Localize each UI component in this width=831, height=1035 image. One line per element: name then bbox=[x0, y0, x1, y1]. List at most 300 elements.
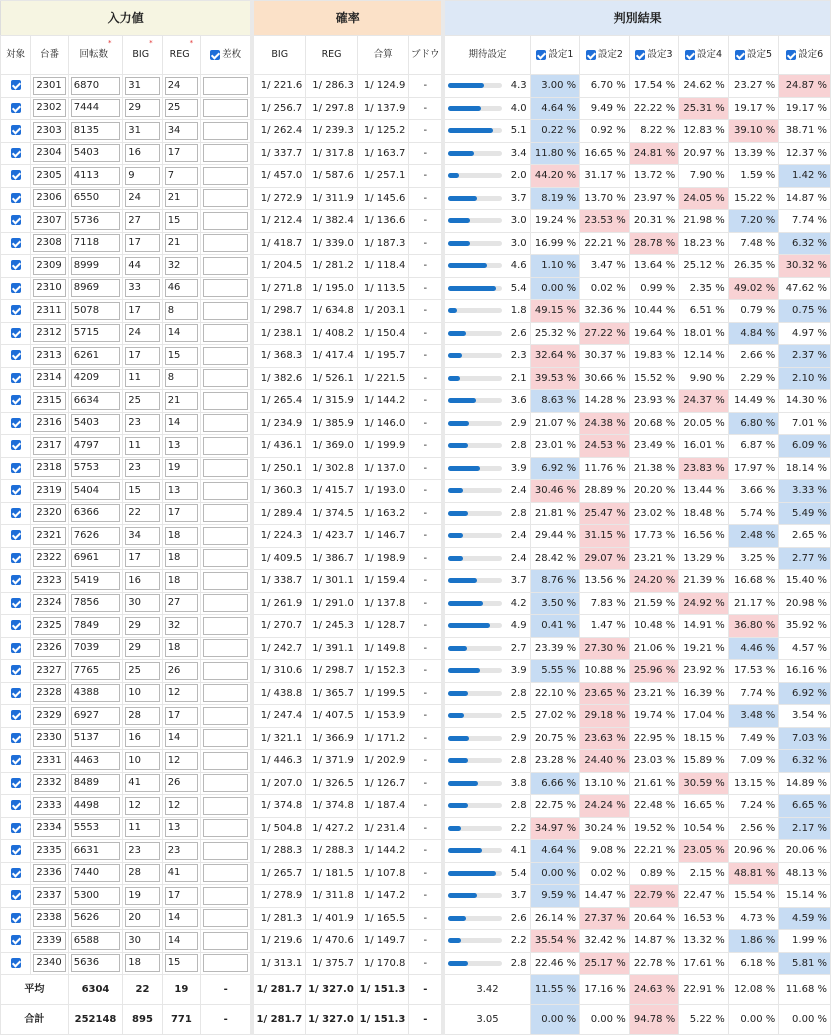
big-input[interactable]: 17 bbox=[125, 302, 159, 320]
reg-input[interactable]: 32 bbox=[165, 617, 198, 635]
machine-input[interactable]: 2323 bbox=[33, 572, 65, 590]
big-input[interactable]: 10 bbox=[125, 752, 159, 770]
reg-input[interactable]: 8 bbox=[165, 302, 198, 320]
big-input[interactable]: 17 bbox=[125, 347, 159, 365]
diff-input[interactable] bbox=[203, 144, 248, 162]
machine-input[interactable]: 2339 bbox=[33, 932, 65, 950]
target-cell[interactable] bbox=[1, 952, 31, 975]
big-input[interactable]: 23 bbox=[125, 842, 159, 860]
spins-input[interactable]: 7444 bbox=[71, 99, 121, 117]
spins-input[interactable]: 7039 bbox=[71, 639, 121, 657]
checkbox-icon[interactable] bbox=[11, 845, 21, 855]
diff-input[interactable] bbox=[203, 504, 248, 522]
spins-input[interactable]: 6631 bbox=[71, 842, 121, 860]
diff-input[interactable] bbox=[203, 819, 248, 837]
spins-input[interactable]: 5636 bbox=[71, 954, 121, 972]
reg-input[interactable]: 14 bbox=[165, 729, 198, 747]
checkbox-icon[interactable] bbox=[11, 125, 21, 135]
reg-input[interactable]: 18 bbox=[165, 549, 198, 567]
checkbox-icon[interactable] bbox=[11, 823, 21, 833]
machine-input[interactable]: 2309 bbox=[33, 257, 65, 275]
col-setting-3[interactable]: 設定3 bbox=[629, 36, 679, 75]
reg-input[interactable]: 14 bbox=[165, 932, 198, 950]
machine-input[interactable]: 2311 bbox=[33, 302, 65, 320]
machine-input[interactable]: 2335 bbox=[33, 842, 65, 860]
diff-input[interactable] bbox=[203, 234, 248, 252]
machine-input[interactable]: 2331 bbox=[33, 752, 65, 770]
target-cell[interactable] bbox=[1, 907, 31, 930]
machine-input[interactable]: 2327 bbox=[33, 662, 65, 680]
machine-input[interactable]: 2337 bbox=[33, 887, 65, 905]
diff-input[interactable] bbox=[203, 324, 248, 342]
machine-input[interactable]: 2308 bbox=[33, 234, 65, 252]
diff-input[interactable] bbox=[203, 797, 248, 815]
target-cell[interactable] bbox=[1, 615, 31, 638]
reg-input[interactable]: 23 bbox=[165, 842, 198, 860]
spins-input[interactable]: 8999 bbox=[71, 257, 121, 275]
target-cell[interactable] bbox=[1, 120, 31, 143]
spins-input[interactable]: 4797 bbox=[71, 437, 121, 455]
machine-input[interactable]: 2322 bbox=[33, 549, 65, 567]
checkbox-icon[interactable] bbox=[11, 238, 21, 248]
spins-input[interactable]: 7118 bbox=[71, 234, 121, 252]
machine-input[interactable]: 2307 bbox=[33, 212, 65, 230]
spins-input[interactable]: 5404 bbox=[71, 482, 121, 500]
machine-input[interactable]: 2320 bbox=[33, 504, 65, 522]
reg-input[interactable]: 14 bbox=[165, 324, 198, 342]
reg-input[interactable]: 14 bbox=[165, 414, 198, 432]
checkbox-icon[interactable] bbox=[11, 80, 21, 90]
big-input[interactable]: 23 bbox=[125, 414, 159, 432]
diff-input[interactable] bbox=[203, 414, 248, 432]
reg-input[interactable]: 13 bbox=[165, 819, 198, 837]
spins-input[interactable]: 4498 bbox=[71, 797, 121, 815]
checkbox-icon[interactable] bbox=[11, 463, 21, 473]
target-cell[interactable] bbox=[1, 637, 31, 660]
reg-input[interactable]: 17 bbox=[165, 707, 198, 725]
checkbox-icon[interactable] bbox=[11, 283, 21, 293]
big-input[interactable]: 16 bbox=[125, 729, 159, 747]
target-cell[interactable] bbox=[1, 750, 31, 773]
big-input[interactable]: 11 bbox=[125, 819, 159, 837]
reg-input[interactable]: 18 bbox=[165, 572, 198, 590]
diff-input[interactable] bbox=[203, 527, 248, 545]
machine-input[interactable]: 2315 bbox=[33, 392, 65, 410]
diff-input[interactable] bbox=[203, 572, 248, 590]
big-input[interactable]: 30 bbox=[125, 594, 159, 612]
reg-input[interactable]: 12 bbox=[165, 684, 198, 702]
big-input[interactable]: 17 bbox=[125, 549, 159, 567]
machine-input[interactable]: 2326 bbox=[33, 639, 65, 657]
checkbox-icon[interactable] bbox=[11, 418, 21, 428]
target-cell[interactable] bbox=[1, 592, 31, 615]
checkbox-icon[interactable] bbox=[635, 50, 645, 60]
big-input[interactable]: 31 bbox=[125, 122, 159, 140]
target-cell[interactable] bbox=[1, 817, 31, 840]
diff-input[interactable] bbox=[203, 774, 248, 792]
checkbox-icon[interactable] bbox=[11, 440, 21, 450]
checkbox-icon[interactable] bbox=[11, 193, 21, 203]
spins-input[interactable]: 5715 bbox=[71, 324, 121, 342]
reg-input[interactable]: 15 bbox=[165, 347, 198, 365]
target-cell[interactable] bbox=[1, 795, 31, 818]
checkbox-icon[interactable] bbox=[11, 395, 21, 405]
big-input[interactable]: 16 bbox=[125, 572, 159, 590]
target-cell[interactable] bbox=[1, 862, 31, 885]
diff-input[interactable] bbox=[203, 167, 248, 185]
big-input[interactable]: 18 bbox=[125, 954, 159, 972]
checkbox-icon[interactable] bbox=[11, 508, 21, 518]
big-input[interactable]: 29 bbox=[125, 617, 159, 635]
big-input[interactable]: 9 bbox=[125, 167, 159, 185]
diff-input[interactable] bbox=[203, 639, 248, 657]
checkbox-icon[interactable] bbox=[11, 260, 21, 270]
checkbox-icon[interactable] bbox=[11, 890, 21, 900]
big-input[interactable]: 25 bbox=[125, 392, 159, 410]
reg-input[interactable]: 41 bbox=[165, 864, 198, 882]
big-input[interactable]: 31 bbox=[125, 77, 159, 95]
spins-input[interactable]: 7856 bbox=[71, 594, 121, 612]
diff-input[interactable] bbox=[203, 99, 248, 117]
reg-input[interactable]: 18 bbox=[165, 527, 198, 545]
checkbox-icon[interactable] bbox=[735, 50, 745, 60]
diff-input[interactable] bbox=[203, 122, 248, 140]
checkbox-icon[interactable] bbox=[11, 328, 21, 338]
machine-input[interactable]: 2332 bbox=[33, 774, 65, 792]
diff-input[interactable] bbox=[203, 279, 248, 297]
checkbox-icon[interactable] bbox=[536, 50, 546, 60]
diff-input[interactable] bbox=[203, 617, 248, 635]
spins-input[interactable]: 5300 bbox=[71, 887, 121, 905]
machine-input[interactable]: 2312 bbox=[33, 324, 65, 342]
reg-input[interactable]: 12 bbox=[165, 752, 198, 770]
col-setting-4[interactable]: 設定4 bbox=[679, 36, 729, 75]
reg-input[interactable]: 46 bbox=[165, 279, 198, 297]
checkbox-icon[interactable] bbox=[11, 598, 21, 608]
machine-input[interactable]: 2319 bbox=[33, 482, 65, 500]
target-cell[interactable] bbox=[1, 367, 31, 390]
machine-input[interactable]: 2316 bbox=[33, 414, 65, 432]
checkbox-icon[interactable] bbox=[11, 575, 21, 585]
target-cell[interactable] bbox=[1, 75, 31, 98]
big-input[interactable]: 24 bbox=[125, 189, 159, 207]
diff-input[interactable] bbox=[203, 864, 248, 882]
diff-input[interactable] bbox=[203, 392, 248, 410]
checkbox-icon[interactable] bbox=[11, 620, 21, 630]
diff-input[interactable] bbox=[203, 842, 248, 860]
checkbox-icon[interactable] bbox=[685, 50, 695, 60]
big-input[interactable]: 34 bbox=[125, 527, 159, 545]
spins-input[interactable]: 5626 bbox=[71, 909, 121, 927]
reg-input[interactable]: 26 bbox=[165, 662, 198, 680]
big-input[interactable]: 23 bbox=[125, 459, 159, 477]
target-cell[interactable] bbox=[1, 682, 31, 705]
spins-input[interactable]: 7765 bbox=[71, 662, 121, 680]
reg-input[interactable]: 21 bbox=[165, 234, 198, 252]
diff-input[interactable] bbox=[203, 257, 248, 275]
spins-input[interactable]: 5137 bbox=[71, 729, 121, 747]
machine-input[interactable]: 2340 bbox=[33, 954, 65, 972]
diff-input[interactable] bbox=[203, 459, 248, 477]
reg-input[interactable]: 26 bbox=[165, 774, 198, 792]
spins-input[interactable]: 5753 bbox=[71, 459, 121, 477]
spins-input[interactable]: 4113 bbox=[71, 167, 121, 185]
machine-input[interactable]: 2336 bbox=[33, 864, 65, 882]
reg-input[interactable]: 24 bbox=[165, 77, 198, 95]
big-input[interactable]: 28 bbox=[125, 864, 159, 882]
big-input[interactable]: 44 bbox=[125, 257, 159, 275]
big-input[interactable]: 41 bbox=[125, 774, 159, 792]
reg-input[interactable]: 27 bbox=[165, 594, 198, 612]
target-cell[interactable] bbox=[1, 457, 31, 480]
col-setting-1[interactable]: 設定1 bbox=[530, 36, 580, 75]
big-input[interactable]: 12 bbox=[125, 797, 159, 815]
spins-input[interactable]: 8969 bbox=[71, 279, 121, 297]
spins-input[interactable]: 5078 bbox=[71, 302, 121, 320]
checkbox-icon[interactable] bbox=[11, 305, 21, 315]
spins-input[interactable]: 5419 bbox=[71, 572, 121, 590]
diff-input[interactable] bbox=[203, 437, 248, 455]
checkbox-icon[interactable] bbox=[11, 485, 21, 495]
reg-input[interactable]: 13 bbox=[165, 437, 198, 455]
spins-input[interactable]: 7626 bbox=[71, 527, 121, 545]
checkbox-icon[interactable] bbox=[11, 958, 21, 968]
machine-input[interactable]: 2333 bbox=[33, 797, 65, 815]
reg-input[interactable]: 15 bbox=[165, 954, 198, 972]
target-cell[interactable] bbox=[1, 97, 31, 120]
machine-input[interactable]: 2310 bbox=[33, 279, 65, 297]
big-input[interactable]: 25 bbox=[125, 662, 159, 680]
target-cell[interactable] bbox=[1, 322, 31, 345]
reg-input[interactable]: 8 bbox=[165, 369, 198, 387]
checkbox-icon[interactable] bbox=[11, 710, 21, 720]
reg-input[interactable]: 15 bbox=[165, 212, 198, 230]
reg-input[interactable]: 14 bbox=[165, 909, 198, 927]
checkbox-icon[interactable] bbox=[11, 665, 21, 675]
diff-input[interactable] bbox=[203, 77, 248, 95]
target-cell[interactable] bbox=[1, 165, 31, 188]
machine-input[interactable]: 2303 bbox=[33, 122, 65, 140]
checkbox-icon[interactable] bbox=[11, 103, 21, 113]
big-cell bbox=[123, 840, 162, 863]
target-cell[interactable] bbox=[1, 390, 31, 413]
machine-input[interactable]: 2301 bbox=[33, 77, 65, 95]
machine-input[interactable]: 2317 bbox=[33, 437, 65, 455]
big-input[interactable]: 15 bbox=[125, 482, 159, 500]
big-input[interactable]: 22 bbox=[125, 504, 159, 522]
machine-input[interactable]: 2330 bbox=[33, 729, 65, 747]
checkbox-icon[interactable] bbox=[11, 148, 21, 158]
target-cell[interactable] bbox=[1, 412, 31, 435]
prob-big: 1/ 298.7 bbox=[252, 300, 306, 323]
target-cell[interactable] bbox=[1, 300, 31, 323]
reg-input[interactable]: 21 bbox=[165, 392, 198, 410]
col-setting-5[interactable]: 設定5 bbox=[728, 36, 779, 75]
checkbox-icon[interactable] bbox=[11, 868, 21, 878]
spins-input[interactable]: 5403 bbox=[71, 414, 121, 432]
target-cell[interactable] bbox=[1, 345, 31, 368]
machine-input[interactable]: 2313 bbox=[33, 347, 65, 365]
machine-input[interactable]: 2324 bbox=[33, 594, 65, 612]
spins-input[interactable]: 7440 bbox=[71, 864, 121, 882]
reg-input[interactable]: 25 bbox=[165, 99, 198, 117]
big-input[interactable]: 11 bbox=[125, 369, 159, 387]
big-input[interactable]: 24 bbox=[125, 324, 159, 342]
big-input[interactable]: 10 bbox=[125, 684, 159, 702]
reg-input[interactable]: 21 bbox=[165, 189, 198, 207]
spins-input[interactable]: 5736 bbox=[71, 212, 121, 230]
target-cell[interactable] bbox=[1, 885, 31, 908]
reg-input[interactable]: 32 bbox=[165, 257, 198, 275]
diff-input[interactable] bbox=[203, 954, 248, 972]
reg-input[interactable]: 17 bbox=[165, 504, 198, 522]
target-cell[interactable] bbox=[1, 187, 31, 210]
machine-input[interactable]: 2318 bbox=[33, 459, 65, 477]
reg-input[interactable]: 12 bbox=[165, 797, 198, 815]
target-cell[interactable] bbox=[1, 502, 31, 525]
machine-input[interactable]: 2306 bbox=[33, 189, 65, 207]
diff-input[interactable] bbox=[203, 212, 248, 230]
big-input[interactable]: 17 bbox=[125, 234, 159, 252]
big-input[interactable]: 28 bbox=[125, 707, 159, 725]
big-input[interactable]: 33 bbox=[125, 279, 159, 297]
big-input[interactable]: 11 bbox=[125, 437, 159, 455]
target-cell[interactable] bbox=[1, 772, 31, 795]
reg-input[interactable]: 17 bbox=[165, 887, 198, 905]
diff-input[interactable] bbox=[203, 549, 248, 567]
reg-input[interactable]: 17 bbox=[165, 144, 198, 162]
checkbox-icon[interactable] bbox=[210, 50, 220, 60]
machine-input[interactable]: 2328 bbox=[33, 684, 65, 702]
machine-input[interactable]: 2325 bbox=[33, 617, 65, 635]
spins-input[interactable]: 4388 bbox=[71, 684, 121, 702]
checkbox-icon[interactable] bbox=[11, 800, 21, 810]
target-cell[interactable] bbox=[1, 480, 31, 503]
checkbox-icon[interactable] bbox=[11, 215, 21, 225]
big-input[interactable]: 27 bbox=[125, 212, 159, 230]
target-cell[interactable] bbox=[1, 210, 31, 233]
spins-input[interactable]: 6961 bbox=[71, 549, 121, 567]
spins-input[interactable]: 6550 bbox=[71, 189, 121, 207]
diff-input[interactable] bbox=[203, 189, 248, 207]
checkbox-icon[interactable] bbox=[11, 688, 21, 698]
col-setting-2[interactable]: 設定2 bbox=[580, 36, 630, 75]
diff-input[interactable] bbox=[203, 932, 248, 950]
spins-input[interactable]: 5553 bbox=[71, 819, 121, 837]
big-input[interactable]: 29 bbox=[125, 99, 159, 117]
machine-input[interactable]: 2314 bbox=[33, 369, 65, 387]
diff-input[interactable] bbox=[203, 302, 248, 320]
target-cell[interactable] bbox=[1, 705, 31, 728]
target-cell[interactable] bbox=[1, 660, 31, 683]
checkbox-icon[interactable] bbox=[11, 530, 21, 540]
col-diff[interactable]: 差枚 bbox=[201, 36, 253, 75]
checkbox-icon[interactable] bbox=[786, 50, 796, 60]
checkbox-icon[interactable] bbox=[11, 755, 21, 765]
reg-input[interactable]: 13 bbox=[165, 482, 198, 500]
spins-input[interactable]: 5403 bbox=[71, 144, 121, 162]
checkbox-icon[interactable] bbox=[11, 643, 21, 653]
diff-input[interactable] bbox=[203, 369, 248, 387]
checkbox-icon[interactable] bbox=[11, 373, 21, 383]
spins-input[interactable]: 6588 bbox=[71, 932, 121, 950]
machine-input[interactable]: 2338 bbox=[33, 909, 65, 927]
reg-input[interactable]: 7 bbox=[165, 167, 198, 185]
spins-input[interactable]: 6870 bbox=[71, 77, 121, 95]
spins-input[interactable]: 6366 bbox=[71, 504, 121, 522]
diff-input[interactable] bbox=[203, 909, 248, 927]
target-cell[interactable] bbox=[1, 525, 31, 548]
reg-input[interactable]: 18 bbox=[165, 639, 198, 657]
machine-input[interactable]: 2334 bbox=[33, 819, 65, 837]
big-input[interactable]: 30 bbox=[125, 932, 159, 950]
target-cell[interactable] bbox=[1, 277, 31, 300]
target-cell[interactable] bbox=[1, 142, 31, 165]
machine-input[interactable]: 2304 bbox=[33, 144, 65, 162]
reg-input[interactable]: 19 bbox=[165, 459, 198, 477]
target-cell[interactable] bbox=[1, 570, 31, 593]
diff-input[interactable] bbox=[203, 684, 248, 702]
target-cell[interactable] bbox=[1, 547, 31, 570]
prob-reg: 1/ 374.8 bbox=[306, 795, 358, 818]
checkbox-icon[interactable] bbox=[11, 553, 21, 563]
machine-input[interactable]: 2329 bbox=[33, 707, 65, 725]
diff-input[interactable] bbox=[203, 729, 248, 747]
col-setting-6[interactable]: 設定6 bbox=[779, 36, 831, 75]
checkbox-icon[interactable] bbox=[11, 170, 21, 180]
target-cell[interactable] bbox=[1, 727, 31, 750]
diff-input[interactable] bbox=[203, 887, 248, 905]
big-input[interactable]: 20 bbox=[125, 909, 159, 927]
checkbox-icon[interactable] bbox=[11, 733, 21, 743]
target-cell[interactable] bbox=[1, 435, 31, 458]
expected-setting-bar-fill bbox=[448, 128, 492, 133]
spins-input[interactable]: 4209 bbox=[71, 369, 121, 387]
spins-input[interactable]: 8135 bbox=[71, 122, 121, 140]
machine-input[interactable]: 2321 bbox=[33, 527, 65, 545]
prob-budou: - bbox=[409, 345, 443, 368]
checkbox-icon[interactable] bbox=[586, 50, 596, 60]
diff-input[interactable] bbox=[203, 752, 248, 770]
diff-input[interactable] bbox=[203, 594, 248, 612]
diff-input[interactable] bbox=[203, 347, 248, 365]
machine-input[interactable]: 2302 bbox=[33, 99, 65, 117]
reg-input[interactable]: 34 bbox=[165, 122, 198, 140]
reg-cell bbox=[162, 615, 200, 638]
spins-input[interactable]: 6927 bbox=[71, 707, 121, 725]
checkbox-icon[interactable] bbox=[11, 935, 21, 945]
diff-input[interactable] bbox=[203, 482, 248, 500]
target-cell[interactable] bbox=[1, 232, 31, 255]
spins-input[interactable]: 7849 bbox=[71, 617, 121, 635]
target-cell[interactable] bbox=[1, 255, 31, 278]
target-cell[interactable] bbox=[1, 930, 31, 953]
machine-input[interactable]: 2305 bbox=[33, 167, 65, 185]
spins-input[interactable]: 6634 bbox=[71, 392, 121, 410]
spins-input[interactable]: 4463 bbox=[71, 752, 121, 770]
big-input[interactable]: 16 bbox=[125, 144, 159, 162]
big-input[interactable]: 29 bbox=[125, 639, 159, 657]
big-input[interactable]: 19 bbox=[125, 887, 159, 905]
spins-input[interactable]: 8489 bbox=[71, 774, 121, 792]
checkbox-icon[interactable] bbox=[11, 778, 21, 788]
diff-input[interactable] bbox=[203, 662, 248, 680]
checkbox-icon[interactable] bbox=[11, 913, 21, 923]
spins-input[interactable]: 6261 bbox=[71, 347, 121, 365]
target-cell[interactable] bbox=[1, 840, 31, 863]
diff-input[interactable] bbox=[203, 707, 248, 725]
checkbox-icon[interactable] bbox=[11, 350, 21, 360]
